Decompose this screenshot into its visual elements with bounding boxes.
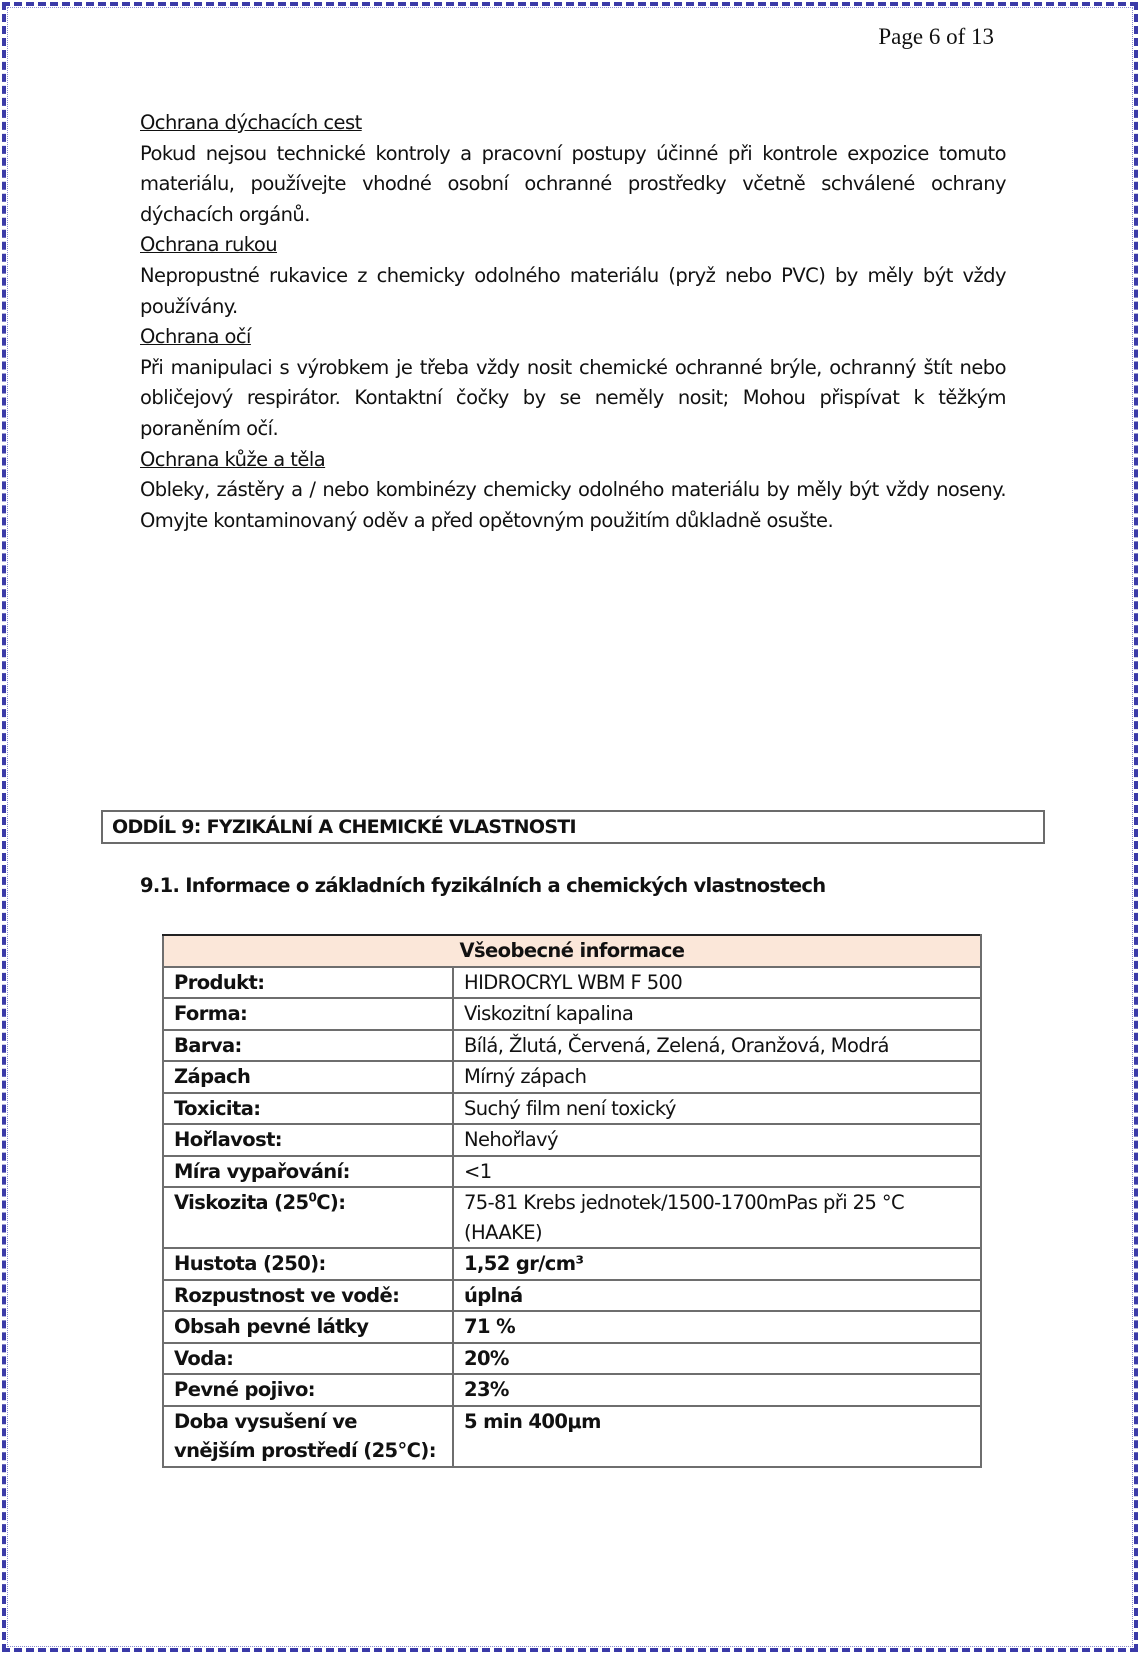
skin-protection-heading: Ochrana kůže a těla <box>140 447 326 471</box>
row-value: Nehořlavý <box>453 1124 981 1156</box>
row-label: Obsah pevné látky <box>163 1311 453 1343</box>
table-row <box>163 1374 981 1406</box>
row-label: Toxicita: <box>163 1093 453 1125</box>
row-value: 71 % <box>453 1311 981 1343</box>
table-row <box>163 1248 981 1280</box>
table-row <box>163 1030 981 1062</box>
row-value: 23% <box>453 1374 981 1406</box>
row-label: Pevné pojivo: <box>163 1374 453 1406</box>
row-value: 5 min 400μm <box>453 1406 981 1467</box>
row-value: HIDROCRYL WBM F 500 <box>453 967 981 999</box>
hand-protection-text: Nepropustné rukavice z chemicky odolného materiálu (pryž nebo PVC) by měly být vždy používány. <box>140 263 1006 318</box>
table-row <box>163 1187 981 1248</box>
row-label: Míra vypařování: <box>163 1156 453 1188</box>
row-value: 75-81 Krebs jednotek/1500-1700mPas při 25 °C (HAAKE) <box>453 1187 981 1248</box>
row-value: Viskozitní kapalina <box>453 998 981 1030</box>
table-row <box>163 1124 981 1156</box>
label-text: Viskozita (25 <box>174 1191 309 1214</box>
row-label: Produkt: <box>163 967 453 999</box>
table-header-row <box>163 935 981 967</box>
row-value: Mírný zápach <box>453 1061 981 1093</box>
properties-table <box>162 934 982 1468</box>
respiratory-protection-text: Pokud nejsou technické kontroly a pracovní postupy účinné při kontrole expozice tomuto materiálu, používejte vhodné osobní ochranné prostředky včetně schválené ochrany dýchacích orgánů. <box>140 141 1006 226</box>
label-text: C): <box>316 1191 346 1214</box>
row-label: Hustota (250): <box>163 1248 453 1280</box>
table-row <box>163 1406 981 1467</box>
row-value: 20% <box>453 1343 981 1375</box>
protection-section <box>140 108 1006 536</box>
row-label <box>163 1187 453 1248</box>
row-label: Doba vysušení ve vnějším prostředí (25°C): <box>163 1406 453 1467</box>
row-value: <1 <box>453 1156 981 1188</box>
table-row <box>163 1093 981 1125</box>
row-label: Voda: <box>163 1343 453 1375</box>
respiratory-protection-heading: Ochrana dýchacích cest <box>140 111 362 134</box>
row-value: úplná <box>453 1280 981 1312</box>
row-value: Suchý film není toxický <box>453 1093 981 1125</box>
table-row <box>163 1280 981 1312</box>
row-value: 1,52 gr/cm³ <box>453 1248 981 1280</box>
row-label: Hořlavost: <box>163 1124 453 1156</box>
row-label: Rozpustnost ve vodě: <box>163 1280 453 1312</box>
table-row <box>163 1156 981 1188</box>
row-label: Barva: <box>163 1030 453 1062</box>
eye-protection-text: Při manipulaci s výrobkem je třeba vždy nosit chemické ochranné brýle, ochranný štít nebo obličejový respirátor. Kontaktní čočky by se neměly nosit; Mohou přispívat k těžkým poraněním očí. <box>140 355 1006 440</box>
eye-protection-heading: Ochrana očí <box>140 325 251 349</box>
row-label: Forma: <box>163 998 453 1030</box>
hand-protection-heading: Ochrana rukou <box>140 233 278 257</box>
table-header: Všeobecné informace <box>163 935 981 967</box>
row-label: Zápach <box>163 1061 453 1093</box>
section-9-heading: ODDÍL 9: FYZIKÁLNÍ A CHEMICKÉ VLASTNOSTI <box>101 810 1045 844</box>
label-superscript: 0 <box>308 1190 317 1205</box>
table-row <box>163 1311 981 1343</box>
table-row <box>163 1061 981 1093</box>
subsection-9-1-heading: 9.1. Informace o základních fyzikálních a chemických vlastnostech <box>140 874 826 897</box>
page-number: Page 6 of 13 <box>878 24 994 49</box>
table-row <box>163 998 981 1030</box>
row-value: Bílá, Žlutá, Červená, Zelená, Oranžová, Modrá <box>453 1030 981 1062</box>
table-row <box>163 1343 981 1375</box>
skin-protection-text: Obleky, zástěry a / nebo kombinézy chemicky odolného materiálu by měly být vždy noseny. Omyjte kontaminovaný oděv a před opětovným použitím důkladně osušte. <box>140 478 1006 532</box>
table-row <box>163 967 981 999</box>
